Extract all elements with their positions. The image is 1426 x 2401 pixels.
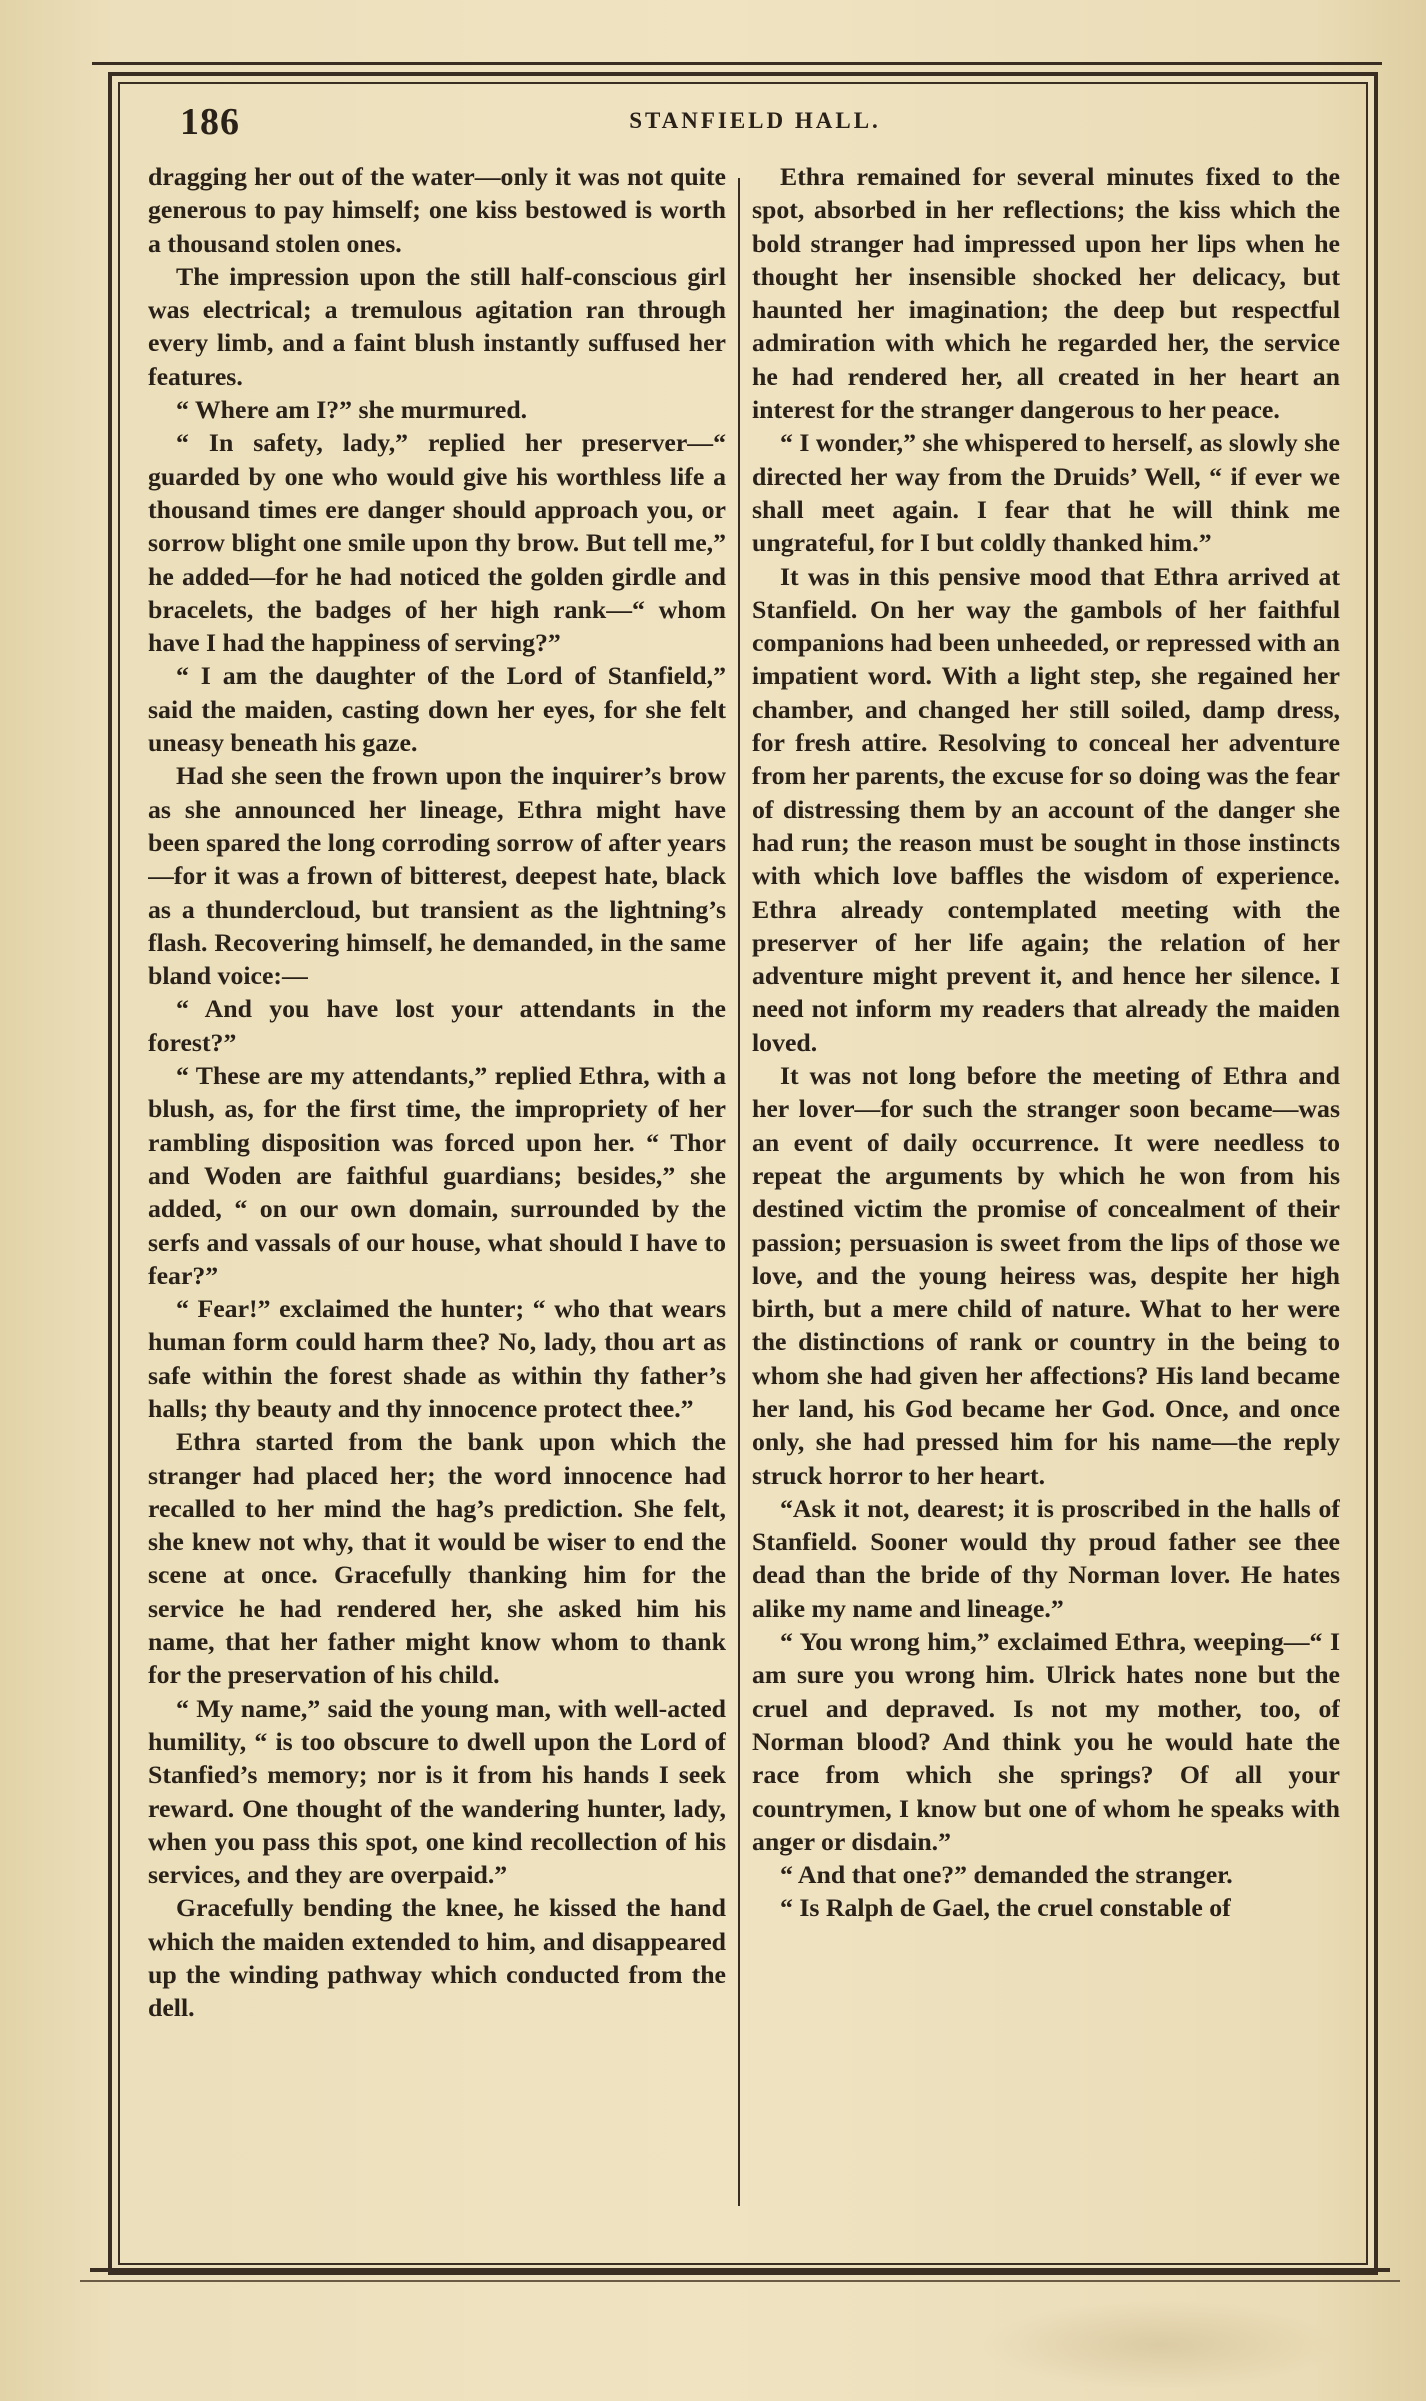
paragraph: It was not long before the meeting of Ethra and her lover—for such the stranger soon became—was an event of daily occurrence. It were needless to repeat the arguments by which he won from his destined victim the promise of concealment of their passion; persuasion is sweet from the lips of those we love, and the young heiress was, despite her high birth, but a mere child of nature. What to her were the distinctions of rank or country in the being to whom she had given her affections? His land became her land, his God became her God. Once, and once only, she had pressed him for his name—the reply struck horror to her heart. xyxy=(752,1061,1340,1490)
page-header xyxy=(180,98,1330,148)
paragraph: dragging her out of the water—only it was not quite generous to pay himself; one kiss bestowed is worth a thousand stolen ones. xyxy=(148,162,726,258)
paragraph: “Ask it not, dearest; it is proscribed in the halls of Stanfield. Sooner would thy proud father see thee dead than the bride of thy Norman lover. He hates alike my name and lineage.” xyxy=(752,1493,1340,1623)
paragraph: “ These are my attendants,” replied Ethra, with a blush, as, for the first time, the impropriety of her rambling disposition was forced upon her. “ Thor and Woden are faithful guardians; besides,” she added, “ on our own domain, surrounded by the serfs and vassals of our house, what should I have to fear?” xyxy=(148,1061,726,1290)
paragraph: “ My name,” said the young man, with well-acted humility, “ is too obscure to dwell upon the Lord of Stanfied’s memory; nor is it from his hands I seek reward. One thought of the wandering hunter, lady, when you pass this spot, one kind recollection of his services, and they are overpaid.” xyxy=(148,1693,726,1890)
paragraph: “ Where am I?” she murmured. xyxy=(176,395,528,425)
paper-stain xyxy=(980,2300,1340,2390)
right-column xyxy=(752,160,1340,2200)
bottom-rule-thin xyxy=(80,2280,1400,2282)
paragraph: “ I am the daughter of the Lord of Stanfield,” said the maiden, casting down her eyes, for she felt uneasy beneath his gaze. xyxy=(148,661,726,758)
page-number: 186 xyxy=(180,101,240,143)
bottom-rule xyxy=(90,2268,1390,2272)
paragraph: “ And that one?” demanded the stranger. xyxy=(780,1860,1233,1890)
paragraph: “ I wonder,” she whispered to herself, as slowly she directed her way from the Druids’ Well, “ if ever we shall meet again. I fear that he will think me ungrateful, for I but coldly thanked him.” xyxy=(752,428,1340,558)
paragraph: “ In safety, lady,” replied her preserver—“ guarded by one who would give his worthless life a thousand times ere danger should approach you, or sorrow blight one smile upon thy brow. But tell me,” he added—for he had noticed the golden girdle and bracelets, the badges of her high rank—“ whom have I had the happiness of serving?” xyxy=(148,428,726,658)
top-rule xyxy=(92,62,1382,65)
paragraph: “ Is Ralph de Gael, the cruel constable of xyxy=(780,1893,1231,1923)
paragraph: Ethra started from the bank upon which the stranger had placed her; the word innocence had recalled to her mind the hag’s prediction. She felt, she knew not why, that it would be wiser to end the scene at once. Gracefully thanking him for the service he had rendered her, she asked him his name, that her father might know whom to thank for the preservation of his child. xyxy=(148,1427,726,1690)
paragraph: Had she seen the frown upon the inquirer’s brow as she announced her lineage, Ethra might have been spared the long corroding sorrow of after years—for it was a frown of bitterest, deepest hate, black as a thundercloud, but transient as the lightning’s flash. Recovering himself, he demanded, in the same bland voice:— xyxy=(148,761,726,991)
paragraph: “ Fear!” exclaimed the hunter; “ who that wears human form could harm thee? No, lady, thou art as safe within the forest shade as within thy father’s halls; thy beauty and thy innocence protect thee.” xyxy=(148,1294,726,1423)
running-title: STANFIELD HALL. xyxy=(629,108,881,133)
paragraph: “ And you have lost your attendants in the forest?” xyxy=(148,994,726,1057)
column-divider xyxy=(738,178,740,2206)
paragraph: Gracefully bending the knee, he kissed the hand which the maiden extended to him, and disappeared up the winding pathway which conducted from the dell. xyxy=(148,1893,726,2023)
paragraph: “ You wrong him,” exclaimed Ethra, weeping—“ I am sure you wrong him. Ulrick hates none but the cruel and depraved. Is not my mother, too, of Norman blood? And think you he would hate the race from which she springs? Of all your countrymen, I know but one of whom he speaks with anger or disdain.” xyxy=(752,1627,1340,1856)
paragraph: The impression upon the still half-conscious girl was electrical; a tremulous agitation ran through every limb, and a faint blush instantly suffused her features. xyxy=(148,261,726,391)
left-column xyxy=(148,160,726,2200)
paragraph: It was in this pensive mood that Ethra arrived at Stanfield. On her way the gambols of her faithful companions had been unheeded, or repressed with an impatient word. With a light step, she regained her chamber, and changed her still soiled, damp dress, for fresh attire. Resolving to conceal her adventure from her parents, the excuse for so doing was the fear of distressing them by an account of the danger she had run; the reason must be sought in those instincts with which love baffles the wisdom of experience. Ethra already contemplated meeting with the preserver of her life again; the relation of her adventure might prevent it, and hence her silence. I need not inform my readers that already the maiden loved. xyxy=(752,561,1340,1057)
paragraph: Ethra remained for several minutes fixed to the spot, absorbed in her reflections; the kiss which the bold stranger had impressed upon her lips when he thought her insensible shocked her delicacy, but haunted her imagination; the deep but respectful admiration with which he regarded her, the service he had rendered her, all created in her heart an interest for the stranger dangerous to her peace. xyxy=(752,162,1340,425)
